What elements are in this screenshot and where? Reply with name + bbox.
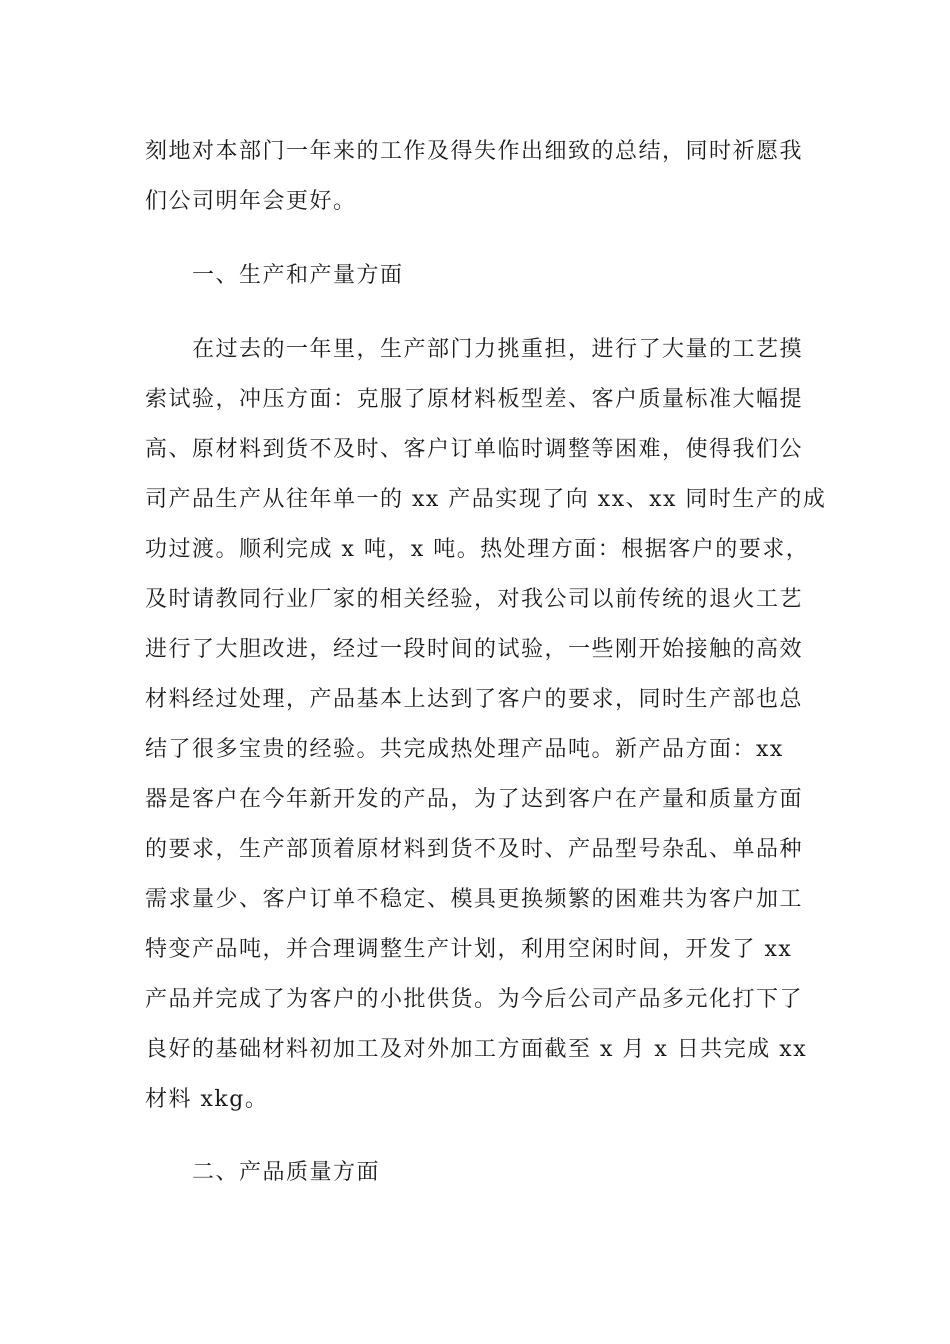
intro-line-2: 们公司明年会更好。	[145, 189, 357, 214]
paragraph-line: 进行了大胆改进，经过一段时间的试验，一些刚开始接触的高效	[145, 637, 804, 662]
paragraph-line: 需求量少、客户订单不稳定、模具更换频繁的困难共为客户加工	[145, 887, 804, 912]
section-heading-production: 一、生产和产量方面	[192, 263, 404, 288]
section-heading-quality: 二、产品质量方面	[192, 1160, 381, 1185]
paragraph-line: 器是客户在今年新开发的产品，为了达到客户在产量和质量方面	[145, 787, 804, 812]
paragraph-line: 材料 xkg。	[145, 1087, 269, 1112]
intro-line-1: 刻地对本部门一年来的工作及得失作出细致的总结，同时祈愿我	[145, 139, 804, 164]
paragraph-line: 良好的基础材料初加工及对外加工方面截至 x 月 x 日共完成 xx	[145, 1037, 808, 1062]
paragraph-line: 索试验，冲压方面：克服了原材料板型差、客户质量标准大幅提	[145, 387, 804, 412]
paragraph-line: 特变产品吨，并合理调整生产计划，利用空闲时间，开发了 xx	[145, 937, 793, 962]
paragraph-line: 的要求，生产部顶着原材料到货不及时、产品型号杂乱、单品种	[145, 837, 804, 862]
paragraph-line: 司产品生产从往年单一的 xx 产品实现了向 xx、xx 同时生产的成	[145, 487, 827, 512]
paragraph-line: 材料经过处理，产品基本上达到了客户的要求，同时生产部也总	[145, 687, 804, 712]
paragraph-line: 及时请教同行业厂家的相关经验，对我公司以前传统的退火工艺	[145, 587, 804, 612]
paragraph-line: 产品并完成了为客户的小批供货。为今后公司产品多元化打下了	[145, 987, 804, 1012]
paragraph-line: 在过去的一年里，生产部门力挑重担，进行了大量的工艺摸	[192, 337, 804, 362]
paragraph-line: 功过渡。顺利完成 x 吨，x 吨。热处理方面：根据客户的要求，	[145, 537, 810, 562]
paragraph-line: 高、原材料到货不及时、客户订单临时调整等困难，使得我们公	[145, 437, 804, 462]
paragraph-line: 结了很多宝贵的经验。共完成热处理产品吨。新产品方面：xx	[145, 737, 784, 762]
